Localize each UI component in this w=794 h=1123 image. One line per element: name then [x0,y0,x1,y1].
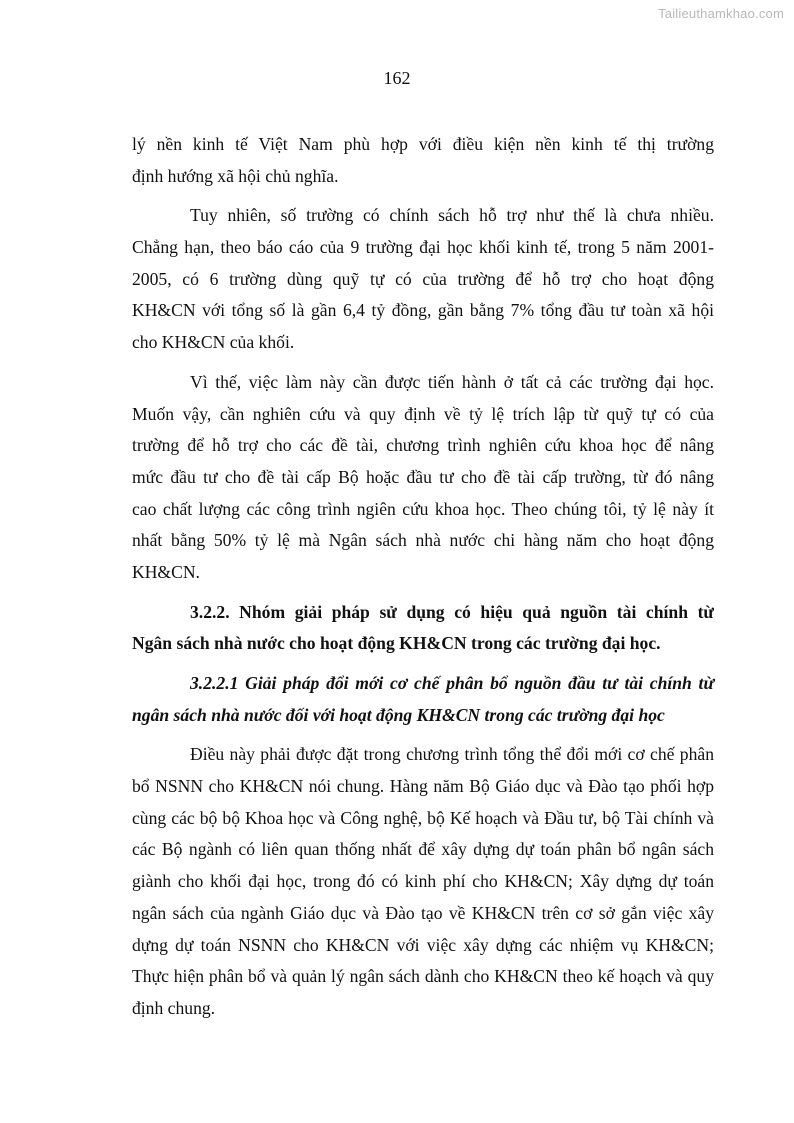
paragraph-allocation-reform [132,739,714,1024]
text-line: mức đầu tư cho đề tài cấp Bộ hoặc đầu tư cho đề tài cấp trường, từ đó nâng [132,466,714,487]
text-line: Ngân sách nhà nước cho hoạt động KH&CN trong các trường đại học. [132,633,661,654]
text-line: dựng dự toán NSNN cho KH&CN với việc xây dựng các nhiệm vụ KH&CN; [132,934,714,955]
text-line: Điều này phải được đặt trong chương trình tổng thể đổi mới cơ chế phân [190,744,714,765]
subsection-heading-3-2-2-1 [132,668,714,731]
text-line: 2005, có 6 trường dùng quỹ tự có của trường để hỗ trợ cho hoạt động [132,268,714,289]
paragraph-recommendation [132,367,714,589]
text-line: Chẳng hạn, theo báo cáo của 9 trường đại học khối kinh tế, trong 5 năm 2001- [132,237,714,258]
text-line: cùng các bộ bộ Khoa học và Công nghệ, bộ Kế hoạch và Đầu tư, bộ Tài chính và [132,807,714,828]
page-number: 162 [383,68,411,88]
text-line: định chung. [132,997,216,1018]
text-line: KH&CN. [132,561,200,582]
watermark: Tailieuthamkhao.com [658,6,784,21]
text-line: cao chất lượng các công trình ngiên cứu khoa học. Theo chúng tôi, tỷ lệ này ít [132,498,714,519]
text-line: KH&CN với tổng số là gần 6,4 tỷ đồng, gần bằng 7% tổng đầu tư toàn xã hội [132,300,714,321]
text-line: ngân sách của ngành Giáo dục và Đào tạo về KH&CN trên cơ sở gắn việc xây [132,902,714,923]
document-body [132,129,714,1033]
text-line: lý nền kinh tế Việt Nam phù hợp với điều kiện nền kinh tế thị trường [132,134,714,154]
text-line: Thực hiện phân bổ và quản lý ngân sách dành cho KH&CN theo kế hoạch và quy [132,966,714,987]
paragraph-funding-example [132,200,714,358]
text-line: các Bộ ngành có liên quan thống nhất để xây dựng dự toán phân bổ ngân sách [132,839,714,860]
text-line: bổ NSNN cho KH&CN nói chung. Hàng năm Bộ Giáo dục và Đào tạo phối hợp [132,776,714,797]
text-line: 3.2.2. Nhóm giải pháp sử dụng có hiệu quả nguồn tài chính từ [190,601,714,622]
text-line: giành cho khối đại học, trong đó có kinh phí cho KH&CN; Xây dựng dự toán [132,871,714,892]
text-line: Vì thế, việc làm này cần được tiến hành ở tất cả các trường đại học. [190,371,714,392]
text-line: Tuy nhiên, số trường có chính sách hỗ trợ như thế là chưa nhiều. [190,205,714,226]
text-line: trường để hỗ trợ cho các đề tài, chương trình nghiên cứu khoa học để nâng [132,435,714,456]
text-line: 3.2.2.1 Giải pháp đổi mới cơ chế phân bổ nguồn đầu tư tài chính từ [190,673,714,693]
text-line: nhất bằng 50% tỷ lệ mà Ngân sách nhà nước chi hàng năm cho hoạt động [132,530,714,551]
text-line: Muốn vậy, cần nghiên cứu và quy định về tỷ lệ trích lập từ quỹ tự có của [132,403,714,424]
section-heading-3-2-2 [132,597,714,660]
text-line: ngân sách nhà nước đối với hoạt động KH&CN trong các trường đại học [132,704,665,725]
text-line: cho KH&CN của khối. [132,332,295,353]
text-line: định hướng xã hội chủ nghĩa. [132,165,339,186]
paragraph-intro-continuation [132,129,714,192]
